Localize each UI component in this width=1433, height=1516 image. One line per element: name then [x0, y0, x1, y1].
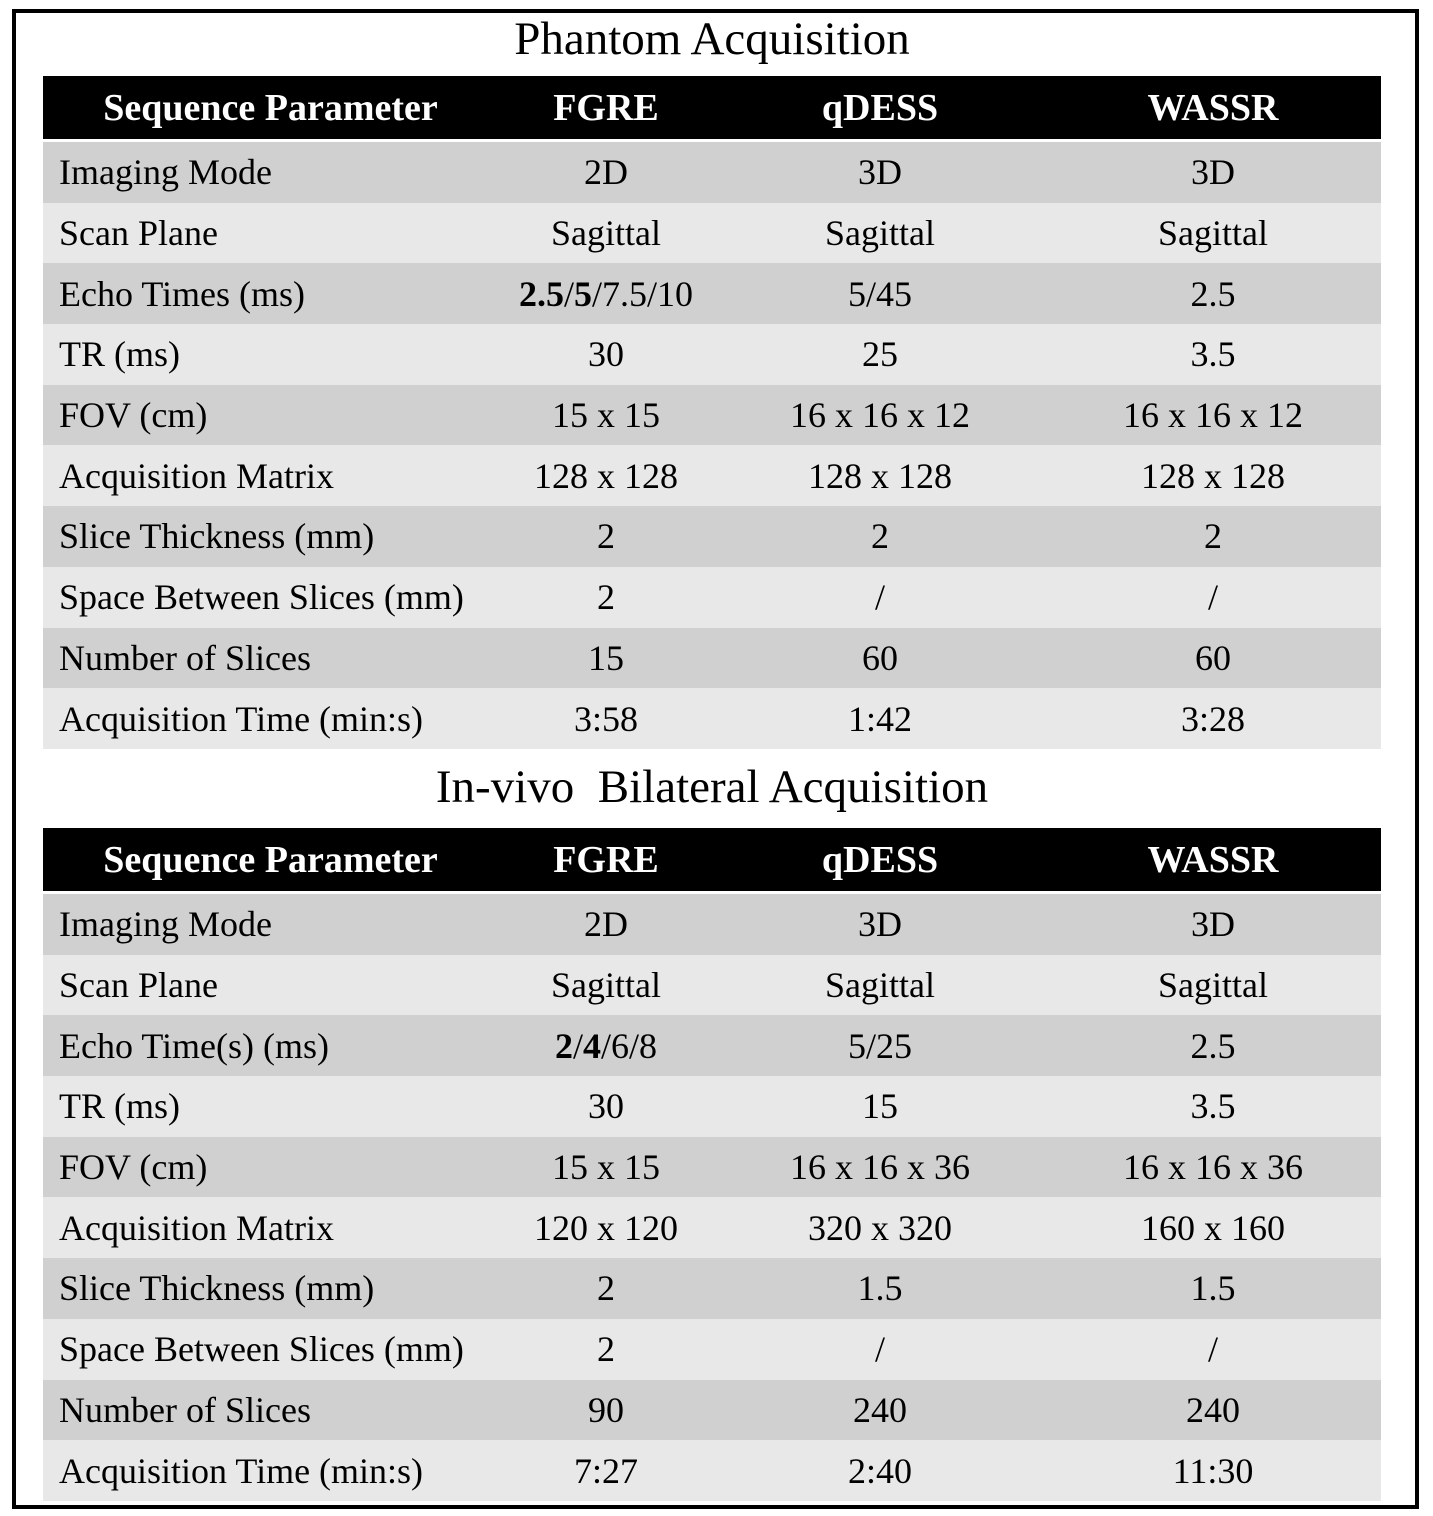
row-label: Space Between Slices (mm): [59, 1329, 464, 1370]
fgre-cell: 128 x 128: [534, 455, 678, 496]
header-qdess: qDESS: [821, 838, 939, 881]
qdess-cell: 5/25: [847, 1025, 912, 1066]
table-row: [43, 955, 1381, 1016]
qdess-cell: 3D: [858, 152, 902, 193]
fgre-cell: Sagittal: [551, 213, 661, 254]
row-label: Slice Thickness (mm): [59, 516, 375, 557]
wassr-cell: 128 x 128: [1141, 455, 1285, 496]
fgre-cell: 2D: [584, 152, 628, 193]
row-label: Imaging Mode: [59, 152, 272, 193]
header-wassr: WASSR: [1147, 838, 1279, 881]
wassr-cell: 2: [1204, 516, 1222, 557]
table-row: [43, 1319, 1381, 1380]
qdess-cell: 1:42: [847, 698, 912, 739]
wassr-cell: 3.5: [1190, 334, 1236, 375]
wassr-cell: Sagittal: [1158, 965, 1268, 1006]
echo-separator: /: [563, 273, 574, 314]
echo-times-rest: /7.5/10: [592, 273, 694, 314]
table-row: [43, 1380, 1381, 1441]
qdess-cell: /: [874, 577, 885, 618]
echo-times-rest: /6/8: [601, 1025, 658, 1066]
qdess-cell: 16 x 16 x 36: [790, 1147, 970, 1188]
fgre-cell: 3:58: [573, 698, 638, 739]
fgre-cell: 2: [597, 1268, 615, 1309]
phantom-section: [43, 8, 1381, 749]
fgre-cell: 2D: [584, 904, 628, 945]
fgre-cell: [506, 1015, 706, 1076]
parameter-table: [43, 828, 1381, 1501]
table-row: [43, 142, 1381, 203]
qdess-cell: 25: [862, 334, 898, 375]
qdess-cell: 2:40: [847, 1450, 912, 1491]
fgre-cell: 30: [588, 1086, 624, 1127]
wassr-cell: 240: [1186, 1389, 1240, 1430]
row-label: Number of Slices: [59, 637, 311, 678]
parameter-table: [43, 76, 1381, 749]
wassr-cell: 1.5: [1190, 1268, 1236, 1309]
table-row: [43, 567, 1381, 628]
bold-echo-time: 2: [554, 1025, 573, 1066]
table-row: [43, 1440, 1381, 1501]
bold-echo-time: 2.5: [518, 273, 564, 314]
row-label: Acquisition Time (min:s): [59, 1450, 424, 1491]
fgre-cell: 2: [597, 577, 615, 618]
qdess-cell: 15: [862, 1086, 898, 1127]
row-label: Acquisition Matrix: [59, 455, 334, 496]
row-label: FOV (cm): [59, 395, 208, 436]
table-row: [43, 1197, 1381, 1258]
qdess-cell: 240: [853, 1389, 907, 1430]
qdess-cell: Sagittal: [825, 213, 935, 254]
header-qdess: qDESS: [821, 86, 939, 129]
table-row: [43, 506, 1381, 567]
row-label: Space Between Slices (mm): [59, 577, 464, 618]
fgre-cell: [506, 263, 706, 324]
bold-echo-time: 4: [583, 1025, 601, 1066]
wassr-cell: /: [1207, 577, 1218, 618]
qdess-cell: 5/45: [847, 273, 912, 314]
row-label: FOV (cm): [59, 1147, 208, 1188]
wassr-cell: 3D: [1191, 152, 1235, 193]
header-fgre: FGRE: [553, 838, 659, 881]
header-sequence-parameter: Sequence Parameter: [103, 838, 438, 881]
wassr-cell: 3D: [1191, 904, 1235, 945]
table-row: [43, 894, 1381, 955]
wassr-cell: 2.5: [1190, 273, 1236, 314]
row-label: Echo Time(s) (ms): [59, 1025, 329, 1066]
fgre-cell: 2: [597, 1329, 615, 1370]
qdess-cell: 1.5: [857, 1268, 903, 1309]
table-row: [43, 385, 1381, 446]
qdess-cell: 320 x 320: [808, 1207, 952, 1248]
table-row: [43, 1258, 1381, 1319]
table-header-row: [43, 828, 1381, 894]
wassr-cell: Sagittal: [1158, 213, 1268, 254]
table-row: [43, 1137, 1381, 1198]
fgre-cell: 15: [588, 637, 624, 678]
header-wassr: WASSR: [1147, 86, 1279, 129]
row-label: Imaging Mode: [59, 904, 272, 945]
row-label: Number of Slices: [59, 1389, 311, 1430]
row-label: TR (ms): [59, 1086, 180, 1127]
table-row: [43, 1015, 1381, 1076]
qdess-cell: 3D: [858, 904, 902, 945]
qdess-cell: /: [874, 1329, 885, 1370]
wassr-cell: 16 x 16 x 12: [1123, 395, 1303, 436]
row-label: Echo Times (ms): [59, 273, 306, 314]
qdess-cell: Sagittal: [825, 965, 935, 1006]
wassr-cell: 60: [1195, 637, 1231, 678]
bold-echo-time: 5: [574, 273, 592, 314]
row-label: Acquisition Time (min:s): [59, 698, 424, 739]
table-row: [43, 628, 1381, 689]
fgre-cell: 15 x 15: [552, 395, 660, 436]
qdess-cell: 16 x 16 x 12: [790, 395, 970, 436]
row-label: Scan Plane: [59, 213, 218, 254]
table-row: [43, 324, 1381, 385]
table-row: [43, 1076, 1381, 1137]
row-label: TR (ms): [59, 334, 180, 375]
wassr-cell: 2.5: [1190, 1025, 1236, 1066]
table-row: [43, 688, 1381, 749]
fgre-cell: 7:27: [573, 1450, 638, 1491]
wassr-cell: 160 x 160: [1141, 1207, 1285, 1248]
section-title: Phantom Acquisition: [514, 13, 910, 65]
table-row: [43, 263, 1381, 324]
qdess-cell: 2: [871, 516, 889, 557]
header-fgre: FGRE: [553, 86, 659, 129]
fgre-cell: 90: [588, 1389, 624, 1430]
qdess-cell: 60: [862, 637, 898, 678]
wassr-cell: /: [1207, 1329, 1218, 1370]
fgre-cell: Sagittal: [551, 965, 661, 1006]
fgre-cell: 15 x 15: [552, 1147, 660, 1188]
table-header-row: [43, 76, 1381, 142]
in-vivo-section: [43, 756, 1381, 1501]
table-row: [43, 203, 1381, 264]
wassr-cell: 3:28: [1180, 698, 1245, 739]
row-label: Slice Thickness (mm): [59, 1268, 375, 1309]
wassr-cell: 3.5: [1190, 1086, 1236, 1127]
row-label: Scan Plane: [59, 965, 218, 1006]
fgre-cell: 30: [588, 334, 624, 375]
wassr-cell: 11:30: [1172, 1450, 1254, 1491]
row-label: Acquisition Matrix: [59, 1207, 334, 1248]
header-sequence-parameter: Sequence Parameter: [103, 86, 438, 129]
echo-separator: /: [572, 1025, 583, 1066]
wassr-cell: 16 x 16 x 36: [1123, 1147, 1303, 1188]
qdess-cell: 128 x 128: [808, 455, 952, 496]
table-row: [43, 445, 1381, 506]
section-title: In-vivo Bilateral Acquisition: [435, 761, 989, 813]
fgre-cell: 2: [597, 516, 615, 557]
fgre-cell: 120 x 120: [534, 1207, 678, 1248]
